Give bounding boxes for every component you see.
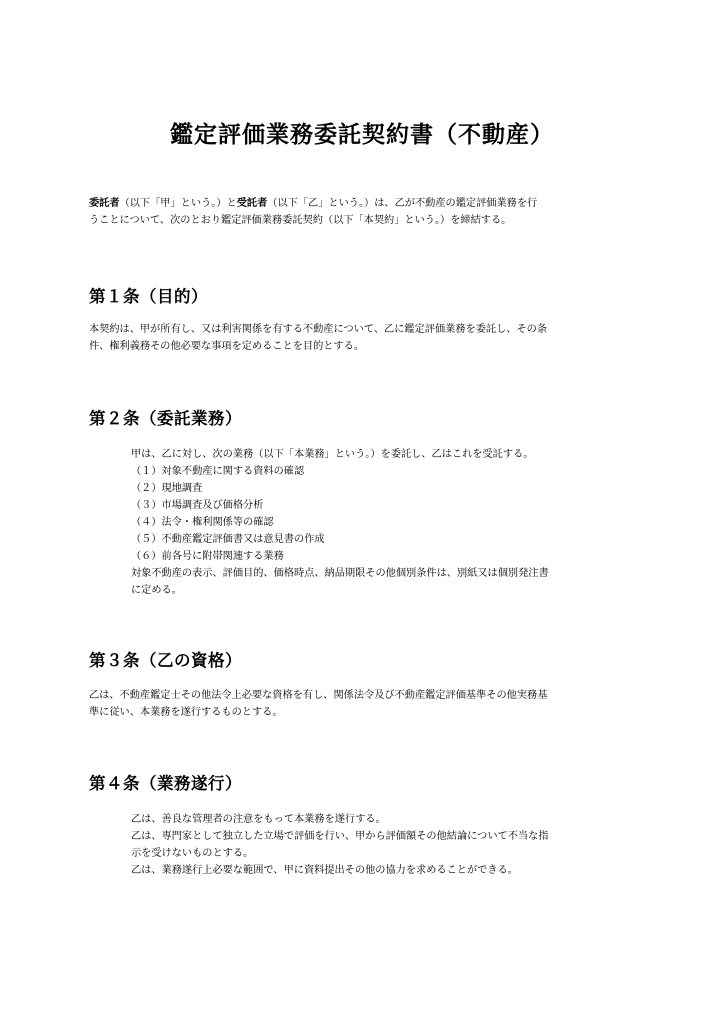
article-2-item: （２）現地調査: [131, 483, 203, 494]
preamble-line-2: うことについて、次のとおり鑑定評価業務委託契約（以下「本契約」という。）を締結する。: [89, 215, 512, 226]
principal-term: 委託者: [89, 198, 120, 209]
article-2-heading: 第２条（委託業務）: [89, 409, 242, 428]
article-2-item: （１）対象不動産に関する資料の確認: [131, 466, 305, 477]
contractor-definition: （以下「乙」という。）は、乙が不動産の鑑定評価業務を行: [267, 198, 538, 209]
article-4-line: 示を受けないものとする。: [131, 848, 254, 859]
preamble-line-1: [89, 195, 637, 212]
article-4-line: 乙は、業務遂行上必要な範囲で、甲に資料提出その他の協力を求めることができる。: [131, 865, 518, 876]
article-4-line: 乙は、善良な管理者の注意をもって本業務を遂行する。: [131, 814, 386, 825]
article-3-line: 乙は、不動産鑑定士その他法令上必要な資格を有し、関係法令及び不動産鑑定評価基準その他実務基: [89, 690, 548, 701]
article-2-line: に定める。: [131, 585, 182, 596]
article-3-line: 準に従い、本業務を遂行するものとする。: [89, 707, 283, 718]
article-2-line: 甲は、乙に対し、次の業務（以下「本業務」という。）を委託し、乙はこれを受託する。: [131, 449, 534, 460]
article-1-body: [89, 321, 637, 355]
article-2-body: [131, 446, 641, 599]
article-2-item: （４）法令・権利関係等の確認: [131, 517, 274, 528]
article-3-heading: 第３条（乙の資格）: [89, 651, 242, 670]
article-1-heading: 第１条（目的）: [89, 287, 208, 306]
article-1-line: 件、権利義務その他必要な事項を定めることを目的とする。: [89, 341, 365, 352]
article-1-line: 本契約は、甲が所有し、又は利害関係を有する不動産について、乙に鑑定評価業務を委託し、その条: [89, 324, 548, 335]
principal-definition: （以下「甲」という。）と: [119, 198, 237, 209]
article-2-item: （３）市場調査及び価格分析: [131, 500, 264, 511]
article-4-line: 乙は、専門家として独立した立場で評価を行い、甲から評価額その他結論について不当な指: [131, 831, 549, 842]
article-2-item: （６）前各号に附帯関連する業務: [131, 551, 284, 562]
preamble-paragraph: [89, 195, 637, 229]
article-2-line: 対象不動産の表示、評価目的、価格時点、納品期限その他個別条件は、別紙又は個別発注書: [131, 568, 549, 579]
article-2-item: （５）不動産鑑定評価書又は意見書の作成: [131, 534, 325, 545]
article-3-body: [89, 687, 637, 721]
document-title: 鑑定評価業務委託契約書（不動産）: [170, 122, 554, 148]
article-4-body: [131, 811, 641, 879]
contractor-term: 受託者: [236, 198, 268, 209]
article-4-heading: 第４条（業務遂行）: [89, 774, 242, 793]
